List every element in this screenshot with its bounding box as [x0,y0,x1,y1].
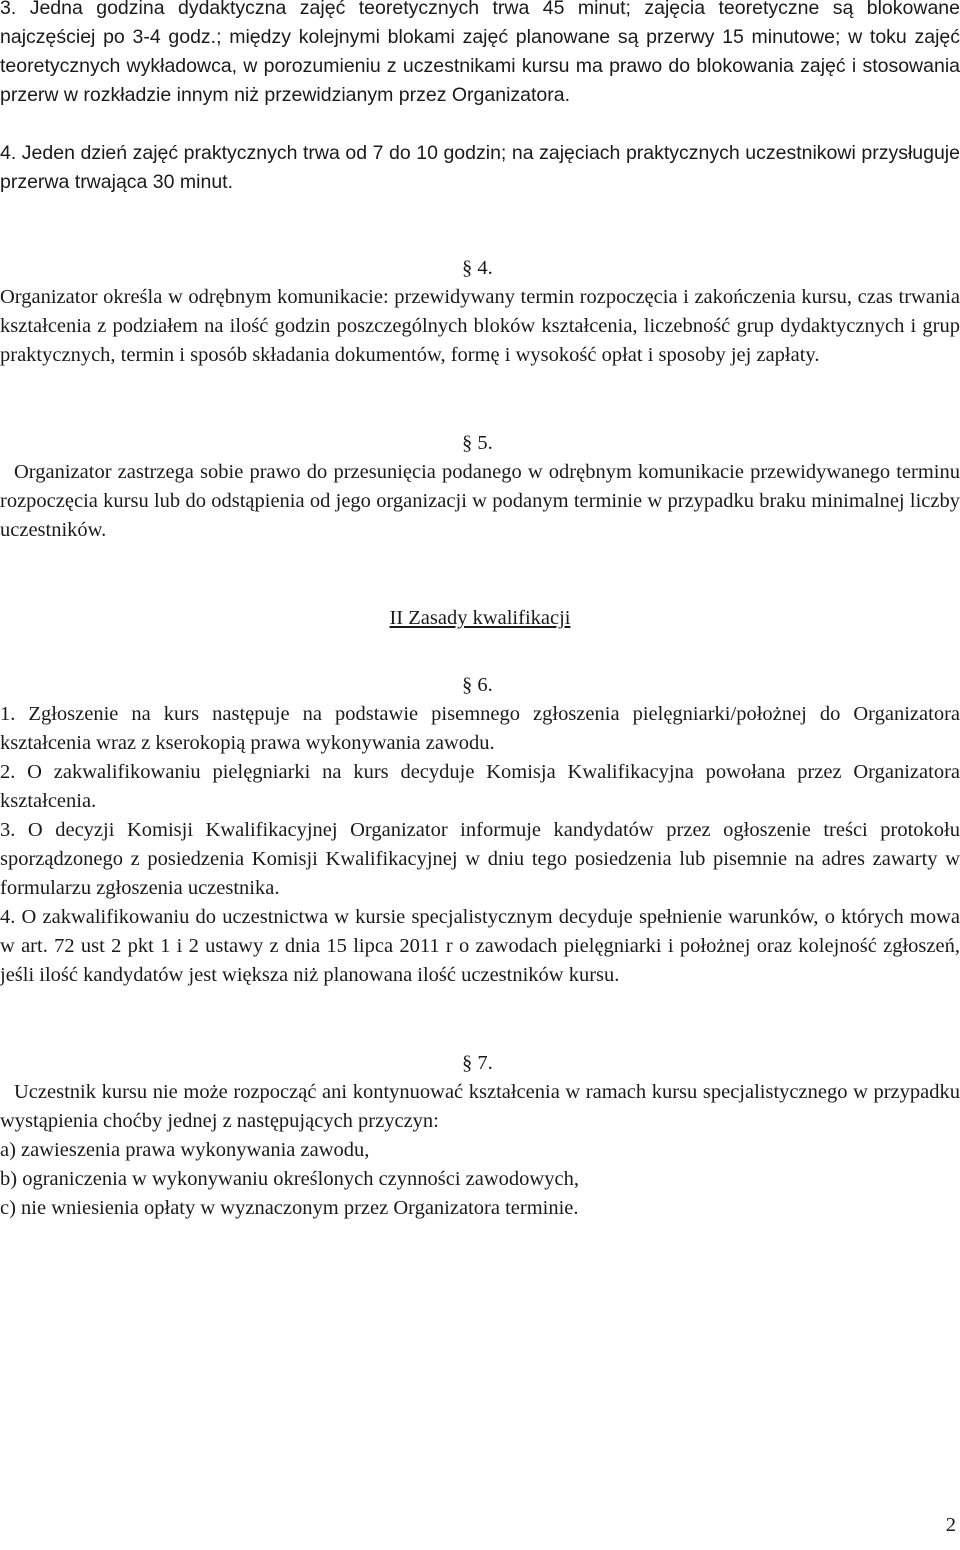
section-mark-6: § 6. [462,674,493,696]
chapter-heading [0,604,960,633]
section-6-item-1: 1. Zgłoszenie na kurs następuje na podstawie pisemnego zgłoszenia pielęgniarki/położnej do Organizatora kształcenia wraz z kserokopią prawa wykonywania zawodu. [0,703,960,754]
section-6-item-2: 2. O zakwalifikowaniu pielęgniarki na kurs decyduje Komisja Kwalifikacyjna powołana przez Organizatora kształcenia. [0,761,960,812]
section-6-item-4: 4. O zakwalifikowaniu do uczestnictwa w kursie specjalistycznym decyduje spełnienie warunków, o których mowa w art. 72 ust 2 pkt 1 i 2 ustawy z dnia 15 lipca 2011 r o zawodach pielęgniarki i położnej oraz kolejność zgłoszeń, jeśli ilość kandydatów jest większa niż planowana ilość uczestników kursu. [0,906,960,986]
section-7-item-b: b) ograniczenia w wykonywaniu określonych czynności zawodowych, [0,1168,579,1190]
section-mark-7: § 7. [462,1052,493,1074]
section-7-item-c: c) nie wniesienia opłaty w wyznaczonym przez Organizatora terminie. [0,1197,579,1219]
paragraph-3-lecture-hours: 3. Jedna godzina dydaktyczna zajęć teoretycznych trwa 45 minut; zajęcia teoretyczne są blokowane najczęściej po 3-4 godz.; między kolejnymi blokami zajęć planowane są przerwy 15 minutowe; w toku zajęć teoretycznych wykładowca, w porozumieniu z uczestnikami kursu ma prawo do blokowania zajęć i stosowania przerw w rozkładzie innym niż przewidzianym przez Organizatora. [0,0,960,106]
page-number: 2 [945,1514,956,1536]
section-7-item-a: a) zawieszenia prawa wykonywania zawodu, [0,1139,370,1161]
section-6-item-3: 3. O decyzji Komisji Kwalifikacyjnej Organizator informuje kandydatów przez ogłoszenie treści protokołu sporządzonego z posiedzenia Komisji Kwalifikacyjnej w dniu tego posiedzenia lub pisemnie na adres zawarty w formularzu zgłoszenia uczestnika. [0,819,960,899]
section-mark-4: § 4. [462,257,493,279]
section-mark-5: § 5. [462,432,493,454]
section-4-text: Organizator określa w odrębnym komunikacie: przewidywany termin rozpoczęcia i zakończenia kursu, czas trwania kształcenia z podziałem na ilość godzin poszczególnych bloków kształcenia, liczebność grup dydaktycznych i grup praktycznych, termin i sposób składania dokumentów, formę i wysokość opłat i sposoby jej zapłaty. [0,286,960,366]
section-7-text: Uczestnik kursu nie może rozpocząć ani kontynuować kształcenia w ramach kursu specjalistycznego w przypadku wystąpienia choćby jednej z następujących przyczyn: [0,1081,960,1132]
paragraph-4-practical-hours: 4. Jeden dzień zajęć praktycznych trwa od 7 do 10 godzin; na zajęciach praktycznych uczestnikowi przysługuje przerwa trwająca 30 minut. [0,142,960,193]
chapter-title: II Zasady kwalifikacji [389,607,571,629]
section-5-text: Organizator zastrzega sobie prawo do przesunięcia podanego w odrębnym komunikacie przewidywanego terminu rozpoczęcia kursu lub do odstąpienia od jego organizacji w podanym terminie w przypadku braku minimalnej liczby uczestników. [0,461,960,541]
